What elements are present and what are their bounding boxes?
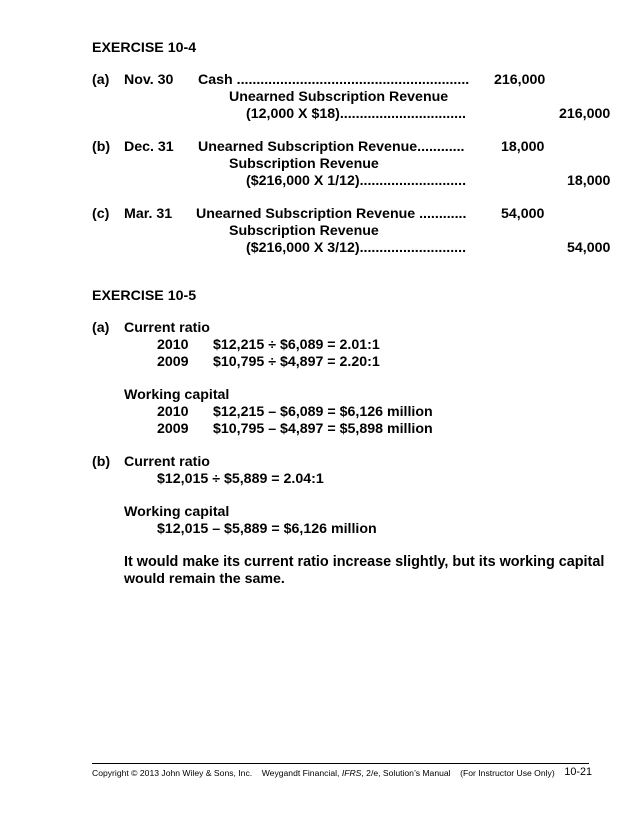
part-a-label: (a) — [92, 320, 110, 336]
entry-c-line3: ($216,000 X 3/12)........................... — [246, 240, 467, 256]
entry-c-credit: 54,000 — [567, 240, 611, 256]
wc-calc: $12,215 – $6,089 = $6,126 million — [213, 404, 433, 420]
wc-year: 2009 — [157, 421, 189, 437]
entry-c-line1: Unearned Subscription Revenue ............ — [196, 206, 467, 222]
entry-b-credit: 18,000 — [567, 173, 611, 189]
footer-note: (For Instructor Use Only) — [460, 768, 555, 778]
entry-b-line3: ($216,000 X 1/12)........................... — [246, 173, 467, 189]
entry-c-line2: Subscription Revenue — [229, 223, 379, 239]
entry-b-date: Dec. 31 — [124, 139, 174, 155]
cr-year: 2009 — [157, 354, 189, 370]
footer-book-prefix: Weygandt Financial, — [261, 768, 340, 778]
cr-calc: $12,215 ÷ $6,089 = 2.01:1 — [213, 337, 380, 353]
part-b-cr-calc: $12,015 ÷ $5,889 = 2.04:1 — [157, 471, 324, 487]
entry-c-label: (c) — [92, 206, 110, 222]
part-b-current-ratio-title: Current ratio — [124, 454, 210, 470]
conclusion-line-1: It would make its current ratio increase slightly, but its working capital — [124, 554, 605, 570]
entry-c-date: Mar. 31 — [124, 206, 173, 222]
exercise-10-4-heading: EXERCISE 10-4 — [92, 40, 197, 56]
part-a-current-ratio-title: Current ratio — [124, 320, 210, 336]
part-b-label: (b) — [92, 454, 111, 470]
entry-a-debit: 216,000 — [494, 72, 546, 88]
entry-b-debit: 18,000 — [501, 139, 545, 155]
footer-book-italic: IFRS — [341, 768, 362, 778]
entry-b-line2: Subscription Revenue — [229, 156, 379, 172]
cr-calc: $10,795 ÷ $4,897 = 2.20:1 — [213, 354, 380, 370]
footer-copyright — [92, 768, 555, 778]
entry-a-line1: Cash ........................................................... — [198, 72, 470, 88]
entry-a-label: (a) — [92, 72, 110, 88]
page-number: 10-21 — [564, 766, 592, 778]
entry-b-label: (b) — [92, 139, 111, 155]
wc-year: 2010 — [157, 404, 189, 420]
entry-a-line3: (12,000 X $18)................................ — [246, 106, 466, 122]
entry-a-line2: Unearned Subscription Revenue — [229, 89, 449, 105]
entry-b-line1: Unearned Subscription Revenue............ — [198, 139, 465, 155]
cr-year: 2010 — [157, 337, 189, 353]
entry-a-credit: 216,000 — [559, 106, 611, 122]
footer-rule — [92, 763, 589, 764]
entry-c-debit: 54,000 — [501, 206, 545, 222]
wc-calc: $10,795 – $4,897 = $5,898 million — [213, 421, 433, 437]
footer-book-suffix: , 2/e, Solution’s Manual — [361, 768, 451, 778]
footer-copyright-text: Copyright © 2013 John Wiley & Sons, Inc. — [92, 768, 253, 778]
conclusion-line-2: would remain the same. — [124, 571, 285, 587]
part-b-wc-calc: $12,015 – $5,889 = $6,126 million — [157, 521, 377, 537]
exercise-10-5-heading: EXERCISE 10-5 — [92, 288, 197, 304]
part-b-working-capital-title: Working capital — [124, 504, 230, 520]
entry-a-date: Nov. 30 — [124, 72, 174, 88]
part-a-working-capital-title: Working capital — [124, 387, 230, 403]
